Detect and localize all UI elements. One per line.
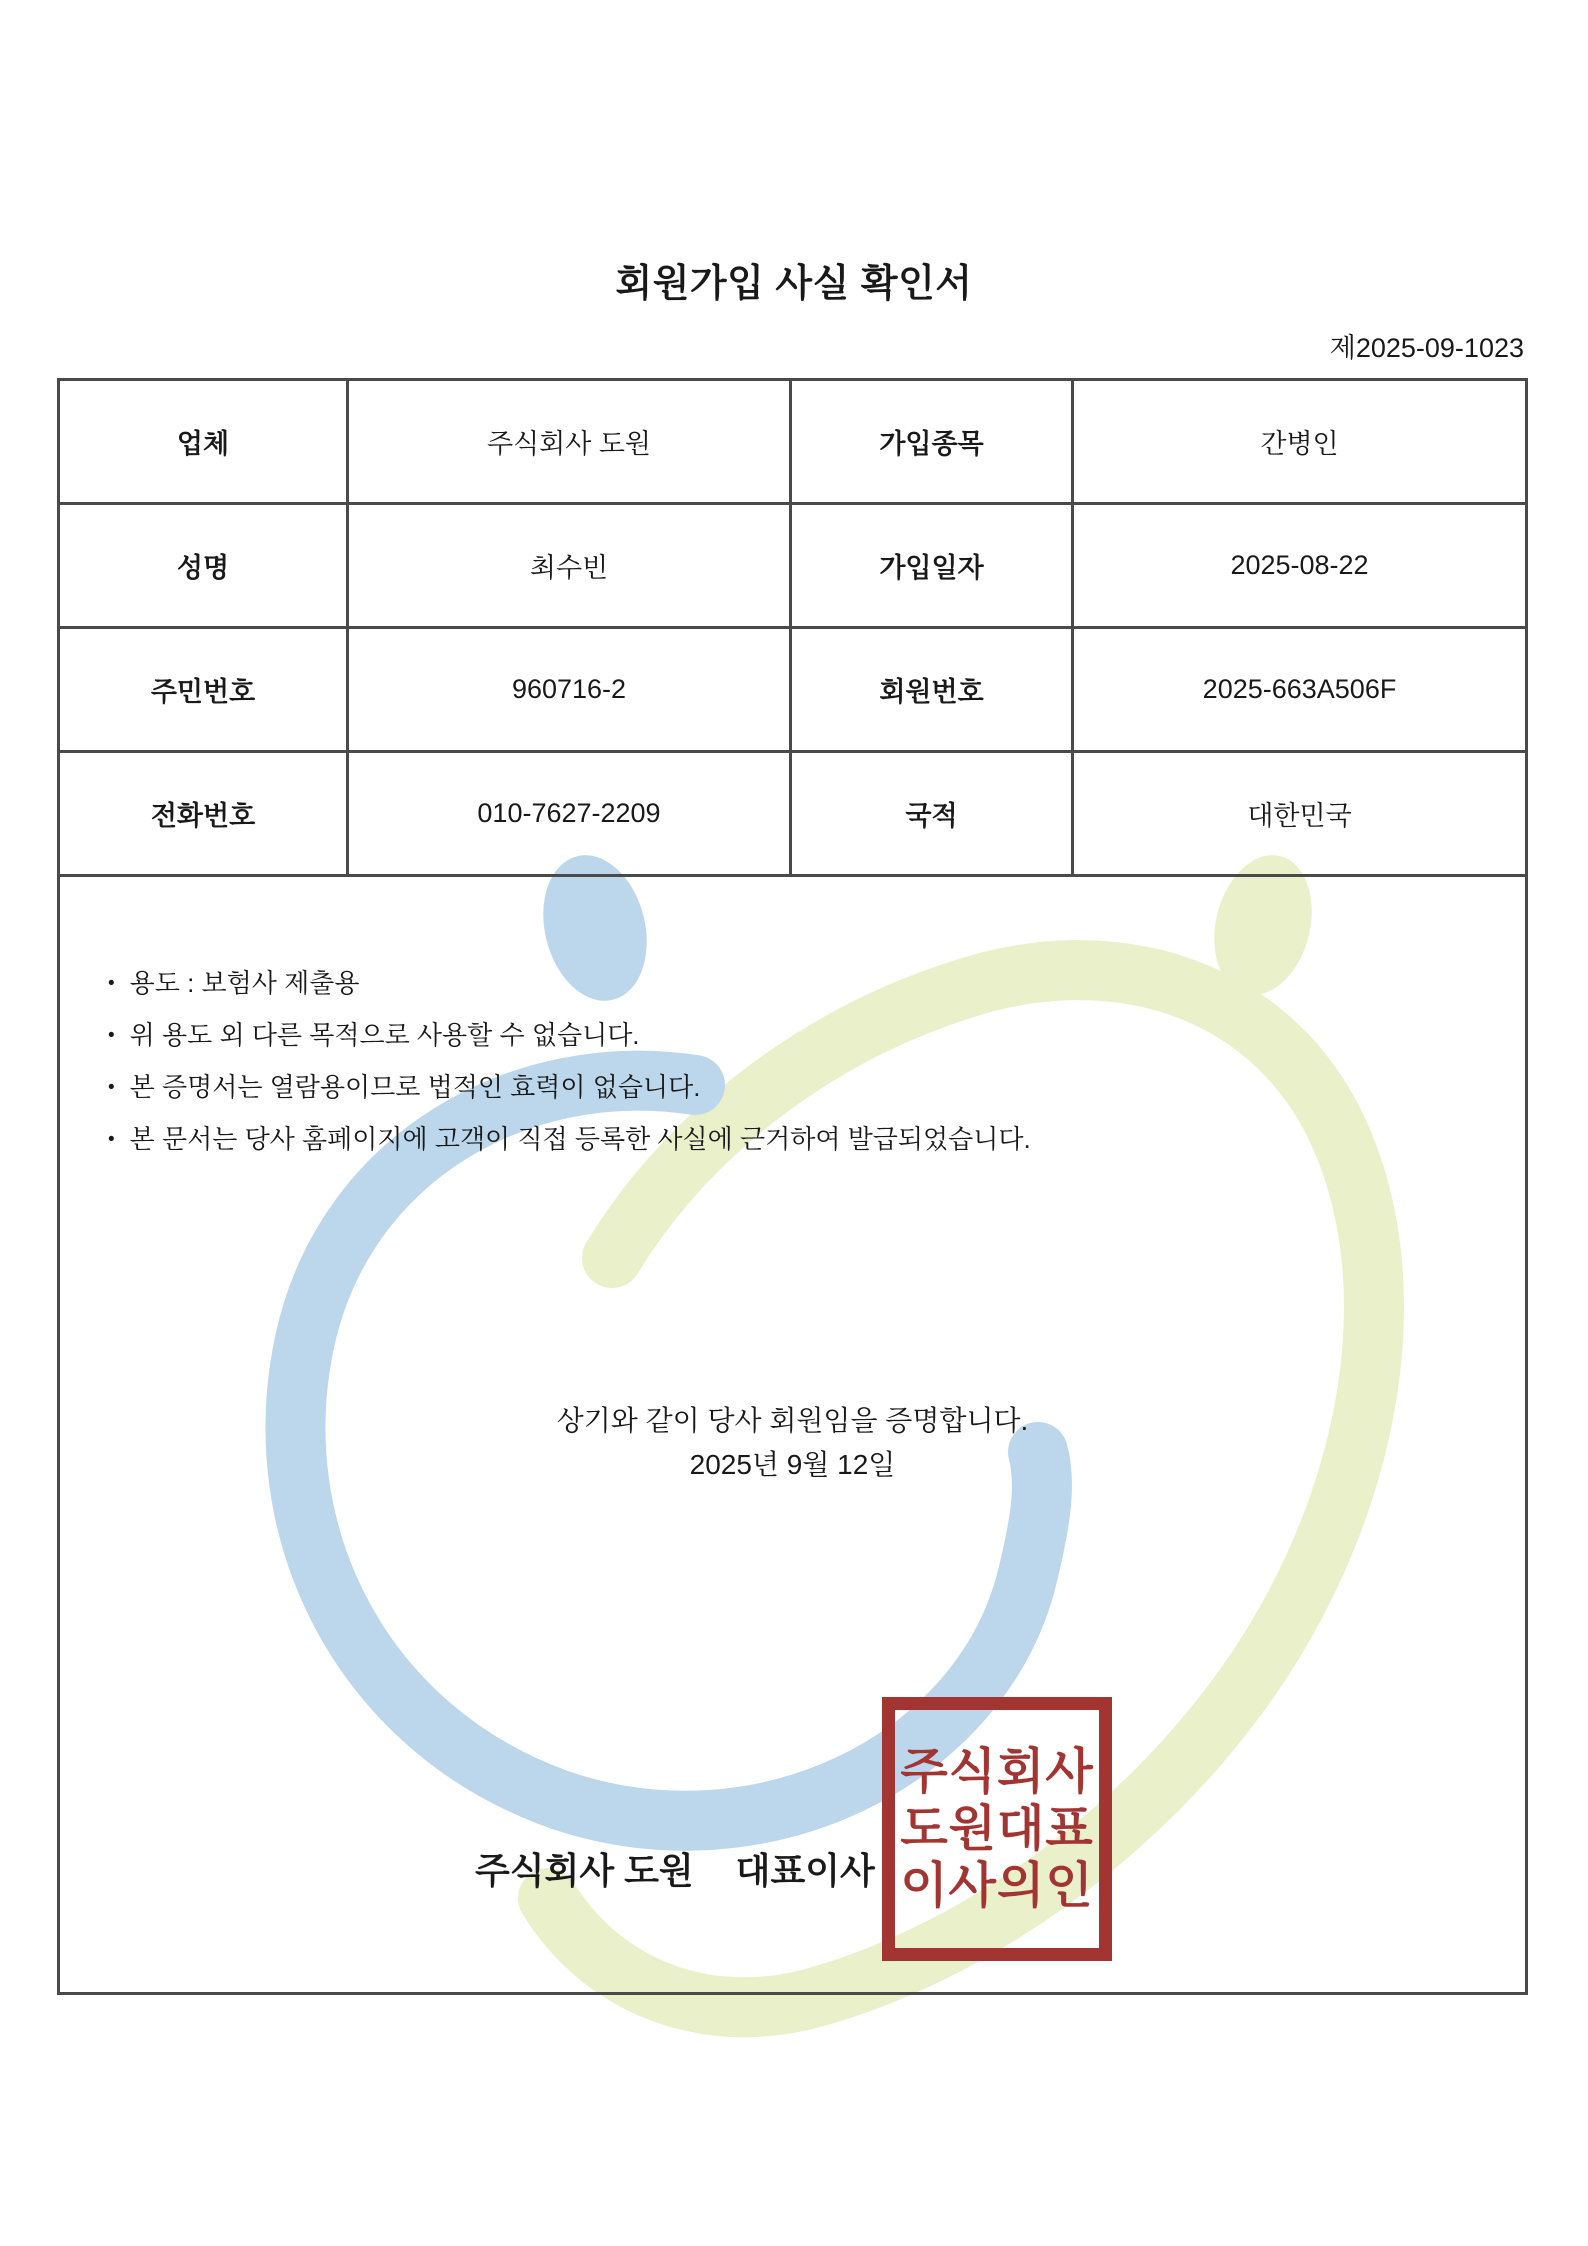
- bullet-icon: •: [108, 1077, 115, 1098]
- statement-line: 상기와 같이 당사 회원임을 증명합니다.: [556, 1405, 1029, 1436]
- bullet-icon: •: [108, 973, 115, 994]
- certificate-frame: [57, 378, 1528, 1995]
- field-label-phone: 전화번호: [60, 753, 349, 877]
- member-info-table: [60, 381, 1525, 877]
- field-label-company: 업체: [60, 381, 349, 505]
- corporate-seal-stamp: [882, 1697, 1112, 1961]
- field-value-member-number: 2025-663A506F: [1074, 629, 1525, 753]
- note-text: 용도 : 보험사 제출용: [129, 968, 360, 998]
- note-text: 본 문서는 당사 홈페이지에 고객이 직접 등록한 사실에 근거하여 발급되었습니다.: [129, 1124, 1031, 1154]
- field-value-company: 주식회사 도원: [349, 381, 792, 505]
- note-item: [108, 1071, 1031, 1107]
- field-value-phone: 010-7627-2209: [349, 753, 792, 877]
- note-item: [108, 1123, 1031, 1159]
- representative-title: 대표이사: [735, 1850, 875, 1891]
- signature-line: [475, 1843, 875, 1894]
- field-label-membership-type: 가입종목: [792, 381, 1074, 505]
- field-value-resident-number: 960716-2: [349, 629, 792, 753]
- field-label-nationality: 국적: [792, 753, 1074, 877]
- field-label-join-date: 가입일자: [792, 505, 1074, 629]
- note-item: [108, 1019, 1031, 1055]
- field-label-member-number: 회원번호: [792, 629, 1074, 753]
- usage-notes: [108, 967, 1031, 1159]
- field-value-name: 최수빈: [349, 505, 792, 629]
- note-text: 위 용도 외 다른 목적으로 사용할 수 없습니다.: [129, 1020, 640, 1050]
- field-value-nationality: 대한민국: [1074, 753, 1525, 877]
- certification-statement: [60, 1399, 1525, 1487]
- seal-text-line: 이사의인: [900, 1858, 1094, 1913]
- note-text: 본 증명서는 열람용이므로 법적인 효력이 없습니다.: [129, 1072, 701, 1102]
- seal-text-line: 주식회사: [900, 1744, 1094, 1799]
- bullet-icon: •: [108, 1129, 115, 1150]
- note-item: [108, 967, 1031, 1003]
- field-value-membership-type: 간병인: [1074, 381, 1525, 505]
- company-name: 주식회사 도원: [475, 1850, 694, 1891]
- document-number: 제2025-09-1023: [1329, 333, 1524, 363]
- statement-date: 2025년 9월 12일: [689, 1449, 896, 1480]
- field-label-resident-number: 주민번호: [60, 629, 349, 753]
- field-value-join-date: 2025-08-22: [1074, 505, 1525, 629]
- page-title: 회원가입 사실 확인서: [615, 263, 973, 305]
- seal-text-line: 도원대표: [900, 1801, 1094, 1856]
- field-label-name: 성명: [60, 505, 349, 629]
- bullet-icon: •: [108, 1025, 115, 1046]
